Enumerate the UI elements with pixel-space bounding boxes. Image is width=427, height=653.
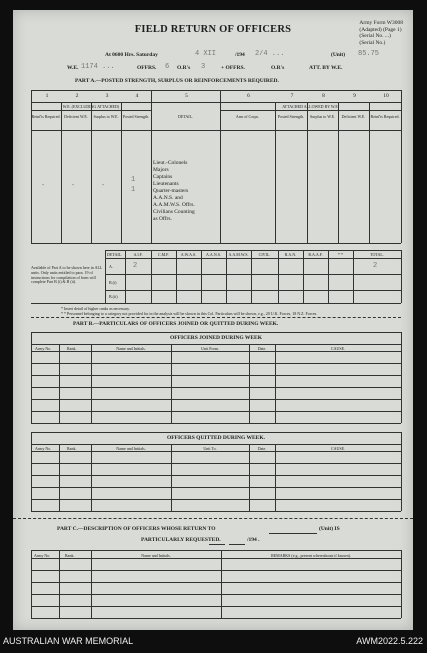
col-number: 7 — [290, 93, 294, 99]
part-c-col: Rank. — [65, 553, 75, 558]
joined-title: OFFICERS JOINED DURING WEEK — [169, 335, 263, 341]
part-c-heading: PART C.—DESCRIPTION OF OFFICERS WHOSE RETURN TO — [57, 526, 216, 532]
header-reinfts: Reinf'ts Required. — [31, 114, 61, 119]
ors-label: O.R's — [177, 65, 191, 71]
quitted-col: Date. — [257, 446, 267, 451]
handwritten-ors: 3 — [201, 63, 206, 71]
handwritten-we: 1174 ... — [81, 63, 115, 71]
quitted-col: CAUSE. — [330, 446, 346, 451]
handwritten-mark: - — [41, 182, 46, 190]
header-posted: Posted Strength. — [122, 114, 150, 119]
rank-item: Majors — [153, 167, 169, 173]
header-surplus: Surplus to W.E. — [93, 114, 119, 119]
plus-offrs-label: + OFFRS. — [221, 65, 245, 71]
col-number: 3 — [105, 93, 109, 99]
rank-item: as Offrs. — [153, 216, 172, 222]
footnote-1: * Insert detail of higher ranks as necessary. — [61, 306, 130, 311]
year-label: /194 — [235, 52, 245, 58]
header-deficient-att: Deficient W.E. — [341, 114, 366, 119]
col-number: 4 — [135, 93, 139, 99]
part-c-heading-2: PARTICULARLY REQUESTED. — [141, 537, 221, 543]
detail-col: TOTAL. — [370, 252, 384, 257]
part-c-col: REMARKS (e.g., present whereabouts if known). — [271, 553, 351, 558]
joined-col: Date. — [257, 346, 267, 351]
form-sheet — [13, 10, 413, 630]
handwritten-mark: 1 — [131, 186, 136, 194]
joined-col: Name and Initials. — [116, 346, 146, 351]
handwritten-date: 4 XII — [195, 50, 217, 58]
col-number: 5 — [185, 93, 188, 99]
form-no-line: (Serial No. ...) — [359, 33, 391, 39]
detail-col: A.A.N.S. — [206, 252, 221, 257]
rank-item: Lieut.-Colonels — [153, 160, 188, 166]
header-posted-att: Posted Strength. — [277, 114, 305, 119]
joined-col: Unit From. — [201, 346, 219, 351]
rank-item: Quarter-masters — [153, 188, 189, 194]
col-number: 6 — [247, 93, 250, 99]
handwritten-unit: 2/4 ... — [255, 50, 285, 58]
rank-item: Civilians Counting — [153, 209, 195, 215]
availability-note: Available of Part A to be shown here in ALL units. Only units entitled to para. 19 of instructions for compilation of form will complete Part B (i) & B (ii). — [31, 265, 103, 285]
detail-col: A.A.M.W.S. — [228, 252, 249, 257]
joined-col: Army No. — [35, 346, 52, 351]
part-a-heading: PART A.—POSTED STRENGTH, SURPLUS OR REINFORCEMENTS REQUIRED. — [75, 78, 279, 84]
part-c-year: /194 . — [247, 537, 260, 543]
quitted-col: Name and Initials. — [116, 446, 146, 451]
detail-label: DETAIL. — [107, 252, 123, 257]
quitted-col: Army No. — [35, 446, 52, 451]
header-deficient: Deficient W.E. — [64, 114, 88, 119]
header-reinfts-att: Reinf'ts Required. — [370, 114, 400, 119]
detail-col: R.A.N. — [284, 252, 297, 257]
handwritten-mark: 2 — [373, 262, 378, 270]
col-number: 10 — [383, 93, 389, 99]
quitted-title: OFFICERS QUITTED DURING WEEK. — [167, 435, 265, 441]
rank-item: A.A.N.S. and — [153, 195, 183, 201]
col-number: 1 — [45, 93, 49, 99]
part-b-heading: PART B.—PARTICULARS OF OFFICERS JOINED OR QUITTED DURING WEEK. — [73, 321, 279, 327]
detail-col: * * — [338, 252, 343, 257]
form-no-line: (Serial No.) — [359, 39, 386, 46]
quitted-col: Unit To. — [203, 446, 217, 451]
detail-col: C.M.F. — [157, 252, 170, 257]
attached-group-header: ATTACHED ALLOWED BY W.E. — [282, 104, 339, 109]
form-no-line: (Adapted) (Page 1) — [359, 26, 402, 33]
footnote-2: * * Personnel belonging to a category not provided for in the analysis will be shown in this Col. Particulars will be shown, e.g., 20 U.K. Forces, 18 N.Z. Forces. — [61, 311, 318, 316]
rank-item: Lieutenants — [153, 181, 179, 187]
at-hours-label: At 0600 Hrs. Saturday — [105, 52, 158, 58]
offrs-label: OFFRS. — [137, 65, 157, 71]
part-c-col: Army No. — [34, 553, 51, 558]
col-number: 8 — [322, 93, 325, 99]
header-surplus-att: Surplus to W.E. — [309, 114, 336, 119]
footer-left: AUSTRALIAN WAR MEMORIAL — [3, 636, 134, 646]
col-number: 9 — [353, 93, 356, 99]
detail-row-label: B.(i) — [109, 280, 117, 285]
handwritten-offrs: 6 — [165, 63, 170, 71]
detail-col: A.W.A.S. — [180, 252, 197, 257]
quitted-col: Rank. — [67, 446, 77, 451]
joined-col: Rank. — [67, 346, 77, 351]
footer-right: AWM2022.5.222 — [356, 636, 423, 646]
form-title: FIELD RETURN OF OFFICERS — [134, 24, 292, 35]
form-no-line: Army Form W3008 — [359, 20, 403, 26]
header-detail: DETAIL. — [177, 114, 194, 119]
part-c-heading-end: (Unit) IS — [319, 526, 340, 532]
we-group-header: W.E. (EXCLUDING ATTACHED) — [62, 104, 120, 109]
rank-item: Captains — [153, 174, 173, 180]
detail-col: R.A.A.F. — [308, 252, 323, 257]
handwritten-serial: 85.75 — [358, 50, 380, 58]
detail-row-label: A. — [109, 264, 113, 269]
we-label: W.E. — [67, 65, 79, 71]
detail-col: CIVIL. — [258, 252, 271, 257]
handwritten-mark: 1 — [131, 176, 136, 184]
joined-col: CAUSE. — [330, 346, 346, 351]
col-number: 2 — [75, 93, 79, 99]
ors2-label: O.R's — [271, 65, 285, 71]
unit-label: (Unit) — [331, 52, 346, 58]
handwritten-mark: - — [71, 182, 76, 190]
handwritten-mark: 2 — [133, 262, 138, 270]
handwritten-mark: - — [101, 182, 106, 190]
part-c-col: Name and Initials. — [141, 553, 171, 558]
att-label: ATT. BY W.E. — [309, 65, 343, 71]
rank-list — [153, 160, 195, 223]
header-arm-corps: Arm of Corps. — [235, 114, 260, 119]
detail-row-label: B.(ii) — [109, 294, 118, 299]
rank-item: A.A.M.W.S. Offrs. — [153, 202, 195, 208]
detail-col: A.I.F. — [133, 252, 143, 257]
